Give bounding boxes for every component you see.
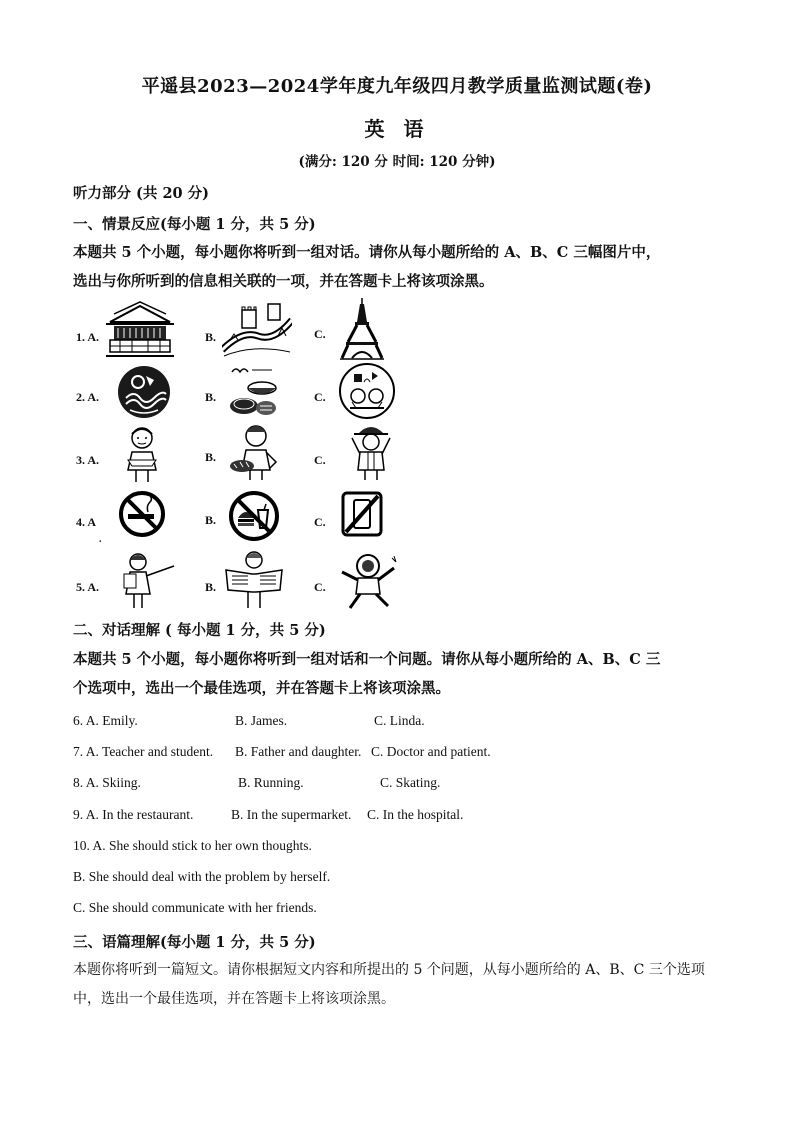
q10-option-a: 10. A. She should stick to her own thoughts. bbox=[73, 838, 312, 853]
q6-option-a: 6. A. Emily. bbox=[73, 713, 138, 728]
q9-option-b: B. In the supermarket. bbox=[231, 807, 352, 822]
q1-label-a: 1. A. bbox=[76, 330, 100, 344]
section1-heading: 一、情景反应(每小题 1 分，共 5 分) bbox=[73, 216, 316, 233]
q5-label-c: C. bbox=[314, 580, 326, 594]
q4-label-b: B. bbox=[205, 513, 217, 527]
q3-label-b: B. bbox=[205, 450, 217, 464]
section3-heading: 三、语篇理解(每小题 1 分，共 5 分) bbox=[73, 934, 316, 951]
q6-option-b: B. James. bbox=[235, 713, 288, 728]
q4-label-c: C. bbox=[314, 515, 326, 529]
q2-label-b: B. bbox=[205, 390, 217, 404]
no-smoking-sign-picture bbox=[118, 490, 166, 538]
listening-label: 听力部分 (共 20 分) bbox=[73, 185, 210, 202]
section3-instructions: 本题你将听到一篇短文。请你根据短文内容和所提出的 5 个问题，从每小题所给的 A、B、C 三个选项 中，选出一个最佳选项，并在答题卡上将该项涂黑。 bbox=[73, 962, 705, 1007]
q1-label-c: C. bbox=[314, 327, 326, 341]
q3-label-a: 3. A. bbox=[76, 453, 100, 467]
q9-option-c: C. In the hospital. bbox=[367, 807, 464, 822]
eiffel-tower-picture bbox=[340, 298, 384, 360]
q8-option-c: C. Skating. bbox=[380, 775, 441, 790]
q10-option-c: C. She should communicate with her friends. bbox=[73, 900, 317, 915]
mooncakes-picture bbox=[226, 362, 282, 420]
q4-label-a: 4. A bbox=[76, 515, 97, 529]
section2-instructions: 本题共 5 个小题，每小题你将听到一组对话和一个问题。请你从每小题所给的 A、B、C 三 个选项中，选出一个最佳选项，并在答题卡上将该项涂黑。 bbox=[73, 651, 661, 697]
temple-gate-picture bbox=[106, 300, 174, 358]
paper-cut-circle-picture bbox=[116, 364, 172, 420]
section1-instructions: 本题共 5 个小题，每小题你将听到一组对话。请你从每小题所给的 A、B、C 三幅图片中， 选出与你所听到的信息相关联的一项，并在答题卡上将该项涂黑。 bbox=[73, 244, 661, 290]
q10-option-b: B. She should deal with the problem by herself. bbox=[73, 869, 331, 884]
worker-with-hat-picture bbox=[346, 420, 396, 482]
folk-art-circle-picture bbox=[338, 362, 396, 420]
q2-label-c: C. bbox=[314, 390, 326, 404]
q7-option-b: B. Father and daughter. bbox=[235, 744, 362, 759]
subject-title: 英 语 bbox=[364, 117, 430, 141]
q1-label-b: B. bbox=[205, 330, 217, 344]
q2-label-a: 2. A. bbox=[76, 390, 100, 404]
man-reading-newspaper-picture bbox=[222, 550, 286, 610]
boy-arms-crossed-picture bbox=[118, 424, 166, 484]
q9-option-a: 9. A. In the restaurant. bbox=[73, 807, 194, 822]
no-food-sign-picture bbox=[228, 490, 280, 542]
q7-option-a: 7. A. Teacher and student. bbox=[73, 744, 214, 759]
boy-with-bread-picture bbox=[228, 422, 284, 482]
q5-label-b: B. bbox=[205, 580, 217, 594]
teacher-pointing-picture bbox=[118, 550, 178, 610]
q5-label-a: 5. A. bbox=[76, 580, 100, 594]
astronaut-picture bbox=[334, 550, 400, 612]
no-phone-sign-picture bbox=[340, 490, 384, 538]
q8-option-b: B. Running. bbox=[238, 775, 304, 790]
section2-heading: 二、对话理解 ( 每小题 1 分，共 5 分) bbox=[73, 622, 326, 639]
great-wall-picture bbox=[222, 300, 292, 358]
q7-option-c: C. Doctor and patient. bbox=[371, 744, 491, 759]
q6-option-c: C. Linda. bbox=[374, 713, 425, 728]
q3-label-c: C. bbox=[314, 453, 326, 467]
exam-meta: (满分: 120 分 时间: 120 分钟) bbox=[298, 154, 496, 170]
q8-option-a: 8. A. Skiing. bbox=[73, 775, 141, 790]
exam-title: 平遥县2023—2024学年度九年级四月教学质量监测试题(卷) bbox=[141, 76, 653, 97]
